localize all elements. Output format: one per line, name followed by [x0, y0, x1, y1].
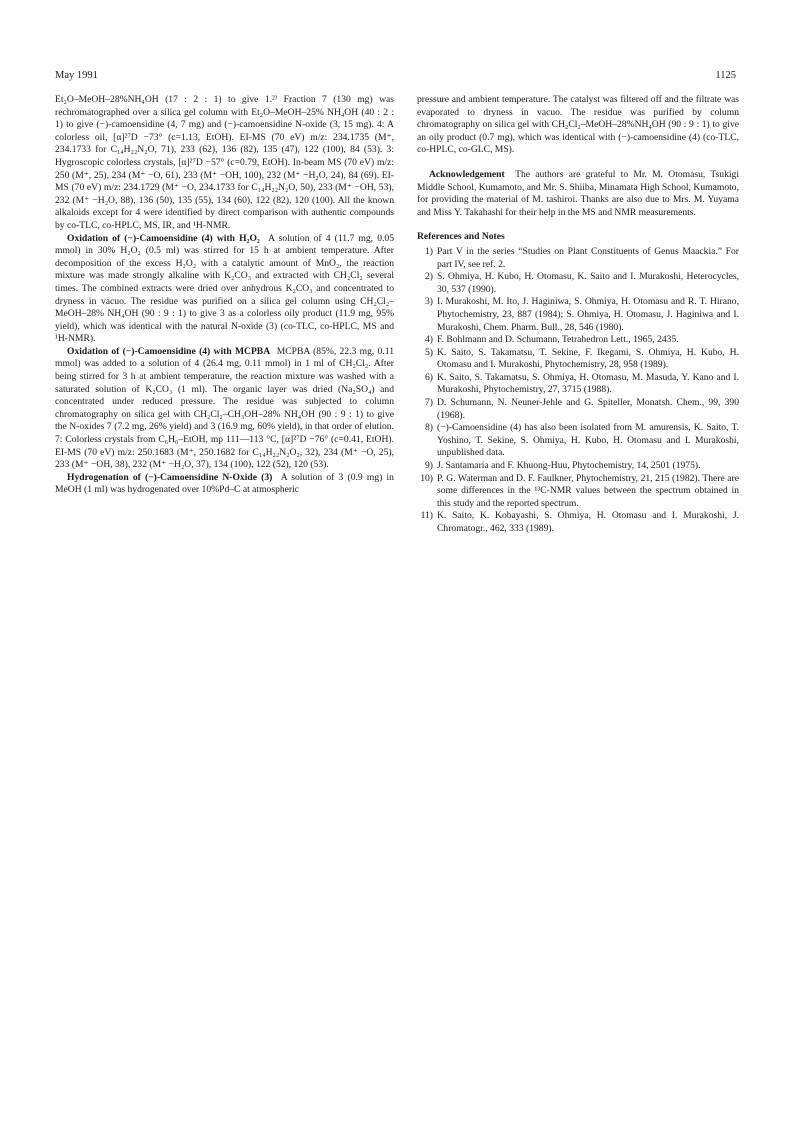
- reference-item: [417, 397, 739, 422]
- right-column: [417, 94, 739, 536]
- section-body: A solution of 3 (0.9 mg) in MeOH (1 ml) was hydrogenated over 10%Pd–C at atmospheric: [55, 471, 394, 496]
- paragraph-mcpba-oxidation: [55, 346, 394, 472]
- section-body: A solution of 4 (11.7 mg, 0.05 mmol) in 30% H₂O₂ (0.5 ml) was stirred for 15 h at ambient temperature. After decomposition of the excess H₂O₂ with a catalytic amount of MnO₂, the reaction mixture was made strongly alkaline with K₂CO₃ and extracted with CH₂Cl₂ several times. The combined extracts were dried over anhydrous K₂CO₃ and concentrated to dryness in vacuo. The residue was purified on a silica gel column using CH₂Cl₂–MeOH–28% NH₄OH (90 : 9 : 1) to give 3 as a colorless oily product (11.9 mg, 95% yield), which was identical with the natural N-oxide (3) (co-TLC, co-HPLC, MS and ¹H-NMR).: [55, 232, 394, 345]
- reference-number: 10): [420, 472, 433, 484]
- reference-text: K. Saito, S. Takamatsu, S. Ohmiya, H. Otomasu, M. Masuda, Y. Kano and I. Murakoshi, Phytochemistry, 27, 3715 (1988).: [437, 371, 739, 396]
- acknowledgement: [417, 169, 739, 219]
- paragraph-h2o2-oxidation: [55, 233, 394, 346]
- section-heading: Oxidation of (−)-Camoensidine (4) with H₂O₂: [67, 232, 260, 244]
- paragraph-isolation: Et₂O–MeOH–28%NH₄OH (17 : 2 : 1) to give 1.²⁾ Fraction 7 (130 mg) was rechromatographed over a silica gel column with Et₂O–MeOH–25% NH₄OH (40 : 2 : 1) to give (−)-camoensidine (4, 7 mg) and (−)-camoensidine N-oxide (3, 15 mg). 4: A colorless oil, [α]²⁷D −73° (c=1.13, EtOH). EI-MS (70 eV) m/z: 234.1735 (M⁺, 234.1733 for C₁₄H₂₂N₂O, 71), 233 (62), 136 (82), 135 (47), 122 (100), 84 (53). 3: Hygroscopic colorless crystals, [α]²⁷D −57° (c=0.79, EtOH). In-beam MS (70 eV) m/z: 250 (M⁺, 25), 234 (M⁺ −O, 61), 233 (M⁺ −OH, 100), 232 (M⁺ −H₂O, 24), 84 (69). EI-MS (70 eV) m/z: 234.1729 (M⁺ −O, 234.1733 for C₁₄H₂₂N₂O, 50), 233 (M⁺ −OH, 53), 232 (M⁺ −H₂O, 88), 136 (50), 135 (55), 134 (60), 122 (82), 120 (100). All the known alkaloids except for 4 were identified by direct comparison with authentic compounds by co-TLC, co-HPLC, MS, IR, and ¹H-NMR.: [55, 94, 394, 231]
- references-title: References and Notes: [417, 231, 505, 243]
- reference-item: [417, 473, 739, 511]
- reference-item: [417, 271, 739, 296]
- reference-text: (−)-Camoensidine (4) has also been isolated from M. amurensis, K. Saito, T. Yoshino, T. Sekine, S. Ohmiya, H. Kubo, H. Otomasu and I. Murakoshi, unpublished data.: [437, 422, 739, 459]
- reference-item: [417, 347, 739, 372]
- section-heading: Hydrogenation of (−)-Camoensidine N-Oxide (3): [67, 471, 273, 483]
- reference-text: K. Saito, K. Kobayashi, S. Ohmiya, H. Otomasu and I. Murakoshi, J. Chromatogr., 462, 333 (1989).: [437, 510, 739, 534]
- paragraph-hydrogenation: [55, 472, 394, 497]
- reference-number: 9): [425, 460, 433, 472]
- reference-text: S. Ohmiya, H. Kubo, H. Otomasu, K. Saito and I. Murakoshi, Heterocycles, 30, 537 (1990).: [437, 271, 739, 295]
- reference-text: P. G. Waterman and D. F. Faulkner, Phytochemistry, 21, 215 (1982). There are some differences in the ¹³C-NMR values between the spectrum obtained in this study and the reported spectrum.: [437, 472, 739, 509]
- reference-number: 3): [425, 296, 433, 308]
- page-number: 1125: [715, 70, 736, 81]
- paragraph-hydrogenation-continued: pressure and ambient temperature. The catalyst was filtered off and the filtrate was evaporated to dryness in vacuo. The residue was purified by column chromatography on silica gel with CH₂Cl₂–MeOH–28%NH₄OH (90 : 9 : 1) to give an oily product (0.7 mg), which was identical with (−)-camoensidine (4) (co-TLC, co-HPLC, co-GLC, MS).: [417, 94, 739, 156]
- reference-number: 1): [425, 245, 433, 257]
- reference-number: 6): [425, 371, 433, 383]
- reference-text: F. Bohlmann and D. Schumann, Tetrahedron Lett., 1965, 2435.: [437, 334, 679, 346]
- acknowledgement-body: The authors are grateful to Mr. M. Otomasu, Tsukigi Middle School, Kumamoto, and Mr. S. Shiiba, Minamata High School, Kumamoto, for providing the material of M. tashiroi. Thanks are also due to Mrs. M. Yuyama and Miss Y. Takahashi for their help in the MS and NMR measurements.: [417, 168, 739, 218]
- reference-text: J. Santamaria and F. Khuong-Huu, Phytochemistry, 14, 2501 (1975).: [437, 460, 701, 472]
- reference-item: [417, 510, 739, 535]
- acknowledgement-heading: Acknowledgement: [429, 168, 505, 180]
- reference-list: [417, 246, 739, 536]
- reference-item: [417, 296, 739, 334]
- reference-text: Part V in the series “Studies on Plant Constituents of Genus Maackia.” For part IV, see ref. 2.: [437, 245, 739, 270]
- reference-item: [417, 372, 739, 397]
- left-column: [55, 94, 394, 497]
- reference-text: I. Murakoshi, M. Ito, J. Haginiwa, S. Ohmiya, H. Otomasu and R. T. Hirano, Phytochemistry, 23, 887 (1984); S. Ohmiya, H. Otomasu, J. Haginiwa and I. Murakoshi, Chem. Pharm. Bull., 28, 546 (1980).: [437, 296, 739, 333]
- reference-item: [417, 334, 739, 347]
- reference-item: [417, 422, 739, 460]
- reference-number: 8): [425, 422, 433, 434]
- section-heading: Oxidation of (−)-Camoensidine (4) with MCPBA: [67, 345, 271, 357]
- reference-text: K. Saito, S. Takamatsu, T. Sekine, F. Ikegami, S. Ohmiya, H. Kubo, H. Otomasu and I. Murakoshi, Phytochemistry, 28, 958 (1989).: [437, 346, 739, 371]
- reference-text: D. Schumann, N. Neuner-Jehle and G. Spiteller, Monatsh. Chem., 99, 390 (1968).: [437, 397, 739, 421]
- reference-number: 4): [425, 334, 433, 346]
- section-body: MCPBA (85%, 22.3 mg, 0.11 mmol) was added to a solution of 4 (26.4 mg, 0.11 mmol) in 1 ml of CH₂Cl₂. After being stirred for 3 h at ambient temperature, the reaction mixture was washed with a saturated solution of K₂CO₃ (1 ml). The organic layer was dried (Na₂SO₄) and concentrated under reduced pressure. The residue was subjected to column chromatography on silica gel with CH₂Cl₂–CH₃OH–28% NH₄OH (90 : 9 : 1) to give the N-oxides 7 (7.2 mg, 26% yield) and 3 (16.9 mg, 60% yield), in that order of elution. 7: Colorless crystals from C₆H₆–EtOH, mp 111—113 °C, [α]²⁷D −76° (c=0.41, EtOH). EI-MS (70 eV) m/z: 250.1683 (M⁺, 250.1682 for C₁₄H₂₂N₂O₂, 32), 234 (M⁺ −O, 25), 233 (M⁺ −OH, 38), 232 (M⁺ −H₂O, 37), 134 (100), 122 (52), 120 (53).: [55, 345, 395, 471]
- reference-number: 11): [420, 510, 433, 522]
- reference-number: 5): [425, 346, 433, 358]
- reference-number: 2): [425, 271, 433, 283]
- reference-number: 7): [425, 397, 433, 409]
- reference-item: [417, 246, 739, 271]
- reference-item: [417, 460, 739, 473]
- running-header-date: May 1991: [55, 70, 98, 81]
